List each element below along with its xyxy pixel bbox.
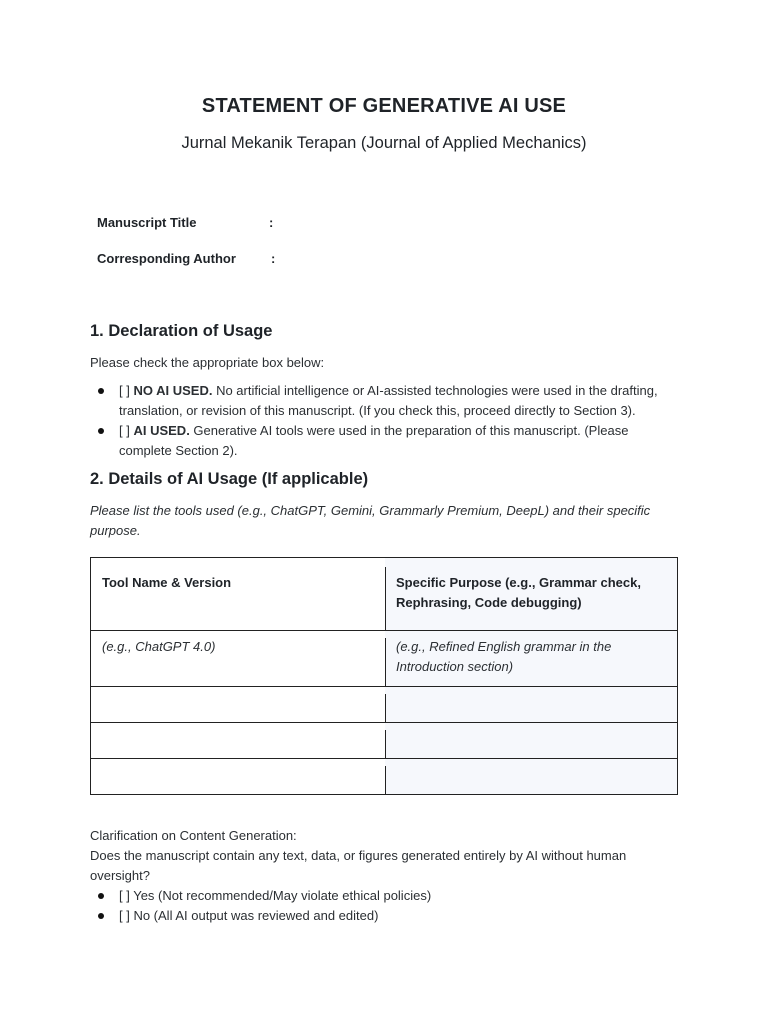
table-row	[91, 722, 677, 758]
document-subtitle: Jurnal Mekanik Terapan (Journal of Applied Mechanics)	[181, 134, 587, 152]
table-cell-tool[interactable]	[91, 687, 385, 722]
option-checkbox[interactable]: [ ]	[119, 423, 130, 438]
clarification-option-text: [ ] Yes (Not recommended/May violate ethical policies)	[119, 888, 432, 903]
table-cell-purpose[interactable]: (e.g., Refined English grammar in the Introduction section)	[385, 631, 677, 686]
table-row	[91, 686, 677, 722]
option-text: Generative AI tools were used in the preparation of this manuscript. (Please complete Section 2).	[119, 423, 629, 458]
clarification-heading: Clarification on Content Generation:	[90, 828, 297, 843]
column-divider	[385, 694, 386, 722]
bullet-dot	[98, 893, 104, 899]
option-ai-used	[90, 421, 680, 461]
clarification-options	[90, 886, 680, 926]
section2-instructions: Please list the tools used (e.g., ChatGPT, Gemini, Grammarly Premium, DeepL) and their specific purpose.	[90, 503, 651, 538]
table-header-purpose: Specific Purpose (e.g., Grammar check, Rephrasing, Code debugging)	[385, 558, 677, 630]
bullet-dot	[98, 388, 104, 394]
column-divider	[385, 638, 386, 686]
bullet-dot	[98, 913, 104, 919]
table-cell-purpose[interactable]	[385, 759, 677, 794]
column-divider	[385, 730, 386, 758]
corresponding-author-label: Corresponding Author	[97, 251, 236, 266]
manuscript-title-row	[97, 215, 273, 230]
clarification-question: Does the manuscript contain any text, data, or figures generated entirely by AI without human oversight?	[90, 848, 627, 883]
clarification-option-yes[interactable]	[90, 886, 680, 906]
table-cell-tool[interactable]	[91, 723, 385, 758]
manuscript-title-label: Manuscript Title	[97, 215, 197, 230]
table-cell-tool[interactable]	[91, 759, 385, 794]
corresponding-author-row	[97, 251, 275, 266]
clarification-option-text: [ ] No (All AI output was reviewed and edited)	[119, 908, 379, 923]
option-checkbox[interactable]: [ ]	[119, 383, 130, 398]
bullet-dot	[98, 428, 104, 434]
column-divider	[385, 766, 386, 794]
clarification-option-no[interactable]	[90, 906, 680, 926]
option-no-ai-used	[90, 381, 680, 421]
option-bold-label: AI USED.	[133, 423, 190, 438]
table-row	[91, 630, 677, 686]
option-bold-label: NO AI USED.	[133, 383, 213, 398]
document-title: STATEMENT OF GENERATIVE AI USE	[201, 95, 567, 117]
table-cell-tool[interactable]: (e.g., ChatGPT 4.0)	[91, 631, 385, 686]
option-text: No artificial intelligence or AI-assisted technologies were used in the drafting, translation, or revision of this manuscript. (If you check this, proceed directly to Section 3).	[119, 383, 658, 418]
column-divider	[385, 567, 386, 630]
table-cell-purpose[interactable]	[385, 723, 677, 758]
table-row	[91, 758, 677, 794]
manuscript-title-colon: :	[269, 215, 274, 230]
section1-options	[90, 381, 680, 461]
table-cell-purpose[interactable]	[385, 687, 677, 722]
corresponding-author-colon: :	[271, 251, 276, 266]
table-header-tool: Tool Name & Version	[91, 558, 385, 630]
section2-heading: 2. Details of AI Usage (If applicable)	[90, 470, 369, 488]
section1-heading: 1. Declaration of Usage	[90, 322, 273, 340]
table-header-row	[91, 558, 677, 630]
ai-usage-table	[90, 557, 678, 795]
section1-intro: Please check the appropriate box below:	[90, 355, 325, 370]
